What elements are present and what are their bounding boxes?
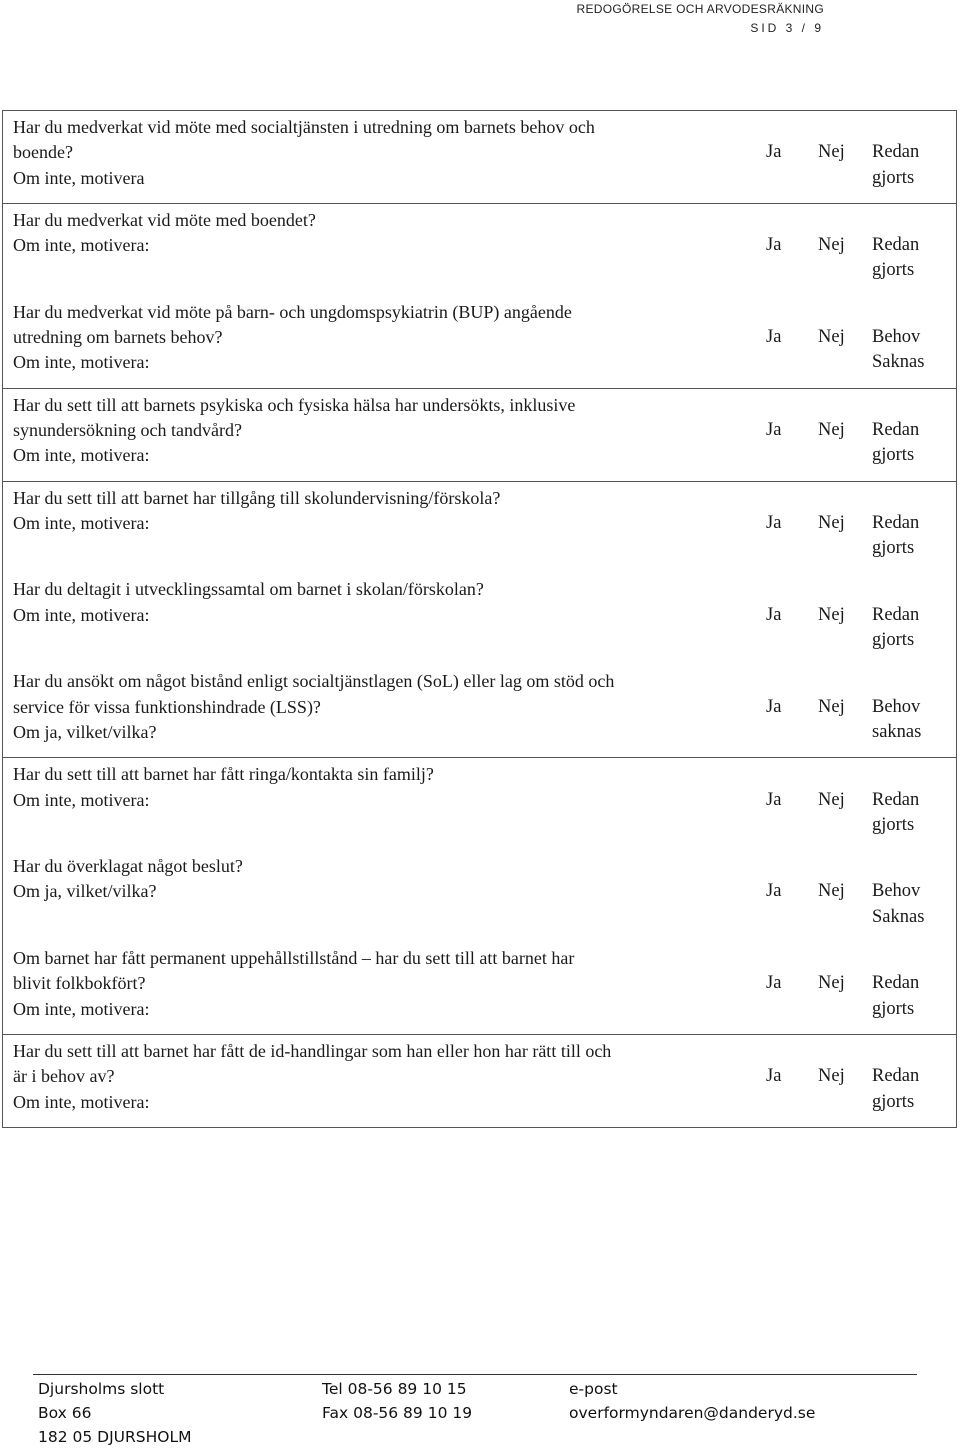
- option-other[interactable]: Redan gjorts: [872, 604, 920, 651]
- footer-email: [569, 1377, 815, 1425]
- option-nej[interactable]: Nej: [818, 512, 845, 533]
- table-row: [3, 388, 957, 481]
- answer-options: [766, 325, 956, 376]
- document-title: REDOGÖRELSE OCH ARVODESRÄKNING: [576, 2, 824, 16]
- question-item: [3, 758, 956, 850]
- answer-options: [766, 511, 956, 562]
- question-text: [3, 1039, 739, 1115]
- question-cell: [3, 758, 957, 1035]
- option-ja[interactable]: Ja: [766, 512, 782, 533]
- question-line: service för vissa funktionshindrade (LSS)?: [13, 696, 321, 717]
- question-line: Har du överklagat något beslut?: [13, 856, 243, 877]
- option-ja[interactable]: Ja: [766, 973, 782, 994]
- table-row: [3, 1034, 957, 1127]
- question-cell: [3, 203, 957, 388]
- question-text: [3, 486, 739, 562]
- option-other[interactable]: Redan gjorts: [872, 973, 920, 1019]
- table-row: [3, 481, 957, 758]
- footer-address-line: Box 66: [38, 1404, 92, 1422]
- question-text: [3, 115, 739, 191]
- option-ja[interactable]: Ja: [766, 142, 782, 163]
- answer-options: [766, 971, 956, 1022]
- page-number: SID 3 / 9: [750, 21, 824, 35]
- question-line: Har du medverkat vid möte med socialtjänsten i utredning om barnets behov och: [13, 117, 595, 137]
- option-other[interactable]: Redan gjorts: [872, 142, 920, 188]
- question-line: Om ja, vilket/vilka?: [13, 881, 157, 902]
- option-other[interactable]: Redan gjorts: [872, 419, 920, 466]
- table-row: [3, 203, 957, 388]
- footer-address: [38, 1377, 192, 1449]
- question-text: [3, 854, 739, 930]
- table-row: [3, 758, 957, 1035]
- question-line: boende?: [13, 142, 73, 163]
- question-line: är i behov av?: [13, 1066, 115, 1087]
- option-nej[interactable]: Nej: [818, 789, 845, 810]
- question-cell: [3, 111, 957, 204]
- option-nej[interactable]: Nej: [818, 604, 845, 625]
- question-line: Har du sett till att barnet har fått ringa/kontakta sin familj?: [13, 764, 434, 785]
- option-other[interactable]: Behov Saknas: [872, 881, 925, 927]
- footer-email-address[interactable]: overformyndaren@danderyd.se: [569, 1404, 816, 1422]
- option-ja[interactable]: Ja: [766, 327, 782, 348]
- option-other[interactable]: Redan gjorts: [872, 512, 920, 559]
- option-nej[interactable]: Nej: [818, 419, 845, 440]
- question-line: Har du medverkat vid möte med boendet?: [13, 209, 316, 230]
- option-other[interactable]: Redan gjorts: [872, 1066, 920, 1112]
- question-line: Om inte, motivera:: [13, 445, 150, 466]
- answer-options: [766, 140, 956, 191]
- question-item: [3, 389, 956, 481]
- question-item: [3, 573, 956, 665]
- question-line: Har du ansökt om något bistånd enligt socialtjänstlagen (SoL) eller lag om stöd och: [13, 671, 615, 692]
- question-line: utredning om barnets behov?: [13, 327, 223, 348]
- question-line: Om inte, motivera:: [13, 998, 150, 1019]
- question-line: Om inte, motivera:: [13, 604, 150, 625]
- question-line: Om inte, motivera:: [13, 352, 150, 373]
- question-line: Har du sett till att barnet har tillgång till skolundervisning/förskola?: [13, 487, 501, 508]
- option-nej[interactable]: Nej: [818, 1066, 845, 1087]
- answer-options: [766, 1064, 956, 1115]
- option-nej[interactable]: Nej: [818, 142, 845, 163]
- question-text: [3, 669, 739, 745]
- question-text: [3, 300, 739, 376]
- question-line: Om inte, motivera:: [13, 789, 150, 810]
- question-line: Om ja, vilket/vilka?: [13, 721, 157, 742]
- question-text: [3, 208, 739, 284]
- answer-options: [766, 233, 956, 284]
- answer-options: [766, 695, 956, 746]
- answer-options: [766, 418, 956, 469]
- option-ja[interactable]: Ja: [766, 696, 782, 717]
- page-header: [577, 0, 825, 38]
- option-nej[interactable]: Nej: [818, 881, 845, 902]
- answer-options: [766, 788, 956, 839]
- option-ja[interactable]: Ja: [766, 881, 782, 902]
- question-text: [3, 762, 739, 838]
- table-row: [3, 111, 957, 204]
- question-cell: [3, 1034, 957, 1127]
- question-line: Har du deltagit i utvecklingssamtal om barnet i skolan/förskolan?: [13, 579, 484, 600]
- option-ja[interactable]: Ja: [766, 235, 782, 256]
- question-line: synundersökning och tandvård?: [13, 419, 242, 440]
- question-line: Har du sett till att barnet har fått de id-handlingar som han eller hon har rätt till och: [13, 1040, 612, 1061]
- option-nej[interactable]: Nej: [818, 696, 845, 717]
- option-other[interactable]: Redan gjorts: [872, 235, 920, 281]
- option-other[interactable]: Behov Saknas: [872, 327, 925, 373]
- question-line: Om inte, motivera:: [13, 235, 150, 256]
- question-text: [3, 577, 739, 653]
- footer-divider: [33, 1374, 917, 1375]
- footer-phone: [322, 1377, 472, 1425]
- question-text: [3, 393, 739, 469]
- question-line: Om inte, motivera:: [13, 1091, 150, 1112]
- option-other[interactable]: Redan gjorts: [872, 789, 920, 835]
- option-nej[interactable]: Nej: [818, 973, 845, 994]
- question-line: Om barnet har fått permanent uppehållstillstånd – har du sett till att barnet har: [13, 948, 575, 969]
- footer-address-line: 182 05 DJURSHOLM: [38, 1428, 192, 1446]
- answer-options: [766, 879, 956, 930]
- option-nej[interactable]: Nej: [818, 327, 845, 348]
- footer-tel: Tel 08-56 89 10 15: [322, 1380, 467, 1398]
- footer-email-label: e-post: [569, 1380, 618, 1398]
- option-ja[interactable]: Ja: [766, 419, 782, 440]
- question-item: [3, 296, 956, 388]
- question-line: Om inte, motivera:: [13, 512, 150, 533]
- question-text: [3, 946, 739, 1022]
- question-item: [3, 111, 956, 203]
- questionnaire-table: [2, 110, 957, 1128]
- question-item: [3, 850, 956, 942]
- question-line: blivit folkbokfört?: [13, 973, 146, 994]
- question-line: Har du medverkat vid möte på barn- och ungdomspsykiatrin (BUP) angående: [13, 301, 572, 322]
- option-ja[interactable]: Ja: [766, 604, 782, 625]
- option-ja[interactable]: Ja: [766, 1066, 782, 1087]
- option-other[interactable]: Behov saknas: [872, 696, 922, 742]
- option-ja[interactable]: Ja: [766, 789, 782, 810]
- option-nej[interactable]: Nej: [818, 235, 845, 256]
- question-item: [3, 665, 956, 757]
- footer-fax: Fax 08-56 89 10 19: [322, 1404, 473, 1422]
- question-item: [3, 204, 956, 296]
- question-line: Har du sett till att barnets psykiska och fysiska hälsa har undersökts, inklusive: [13, 394, 576, 415]
- question-item: [3, 1035, 956, 1127]
- question-cell: [3, 481, 957, 758]
- answer-options: [766, 603, 956, 654]
- question-item: [3, 482, 956, 574]
- question-line: Om inte, motivera: [13, 167, 145, 188]
- question-item: [3, 942, 956, 1034]
- footer-address-line: Djursholms slott: [38, 1380, 165, 1398]
- question-cell: [3, 388, 957, 481]
